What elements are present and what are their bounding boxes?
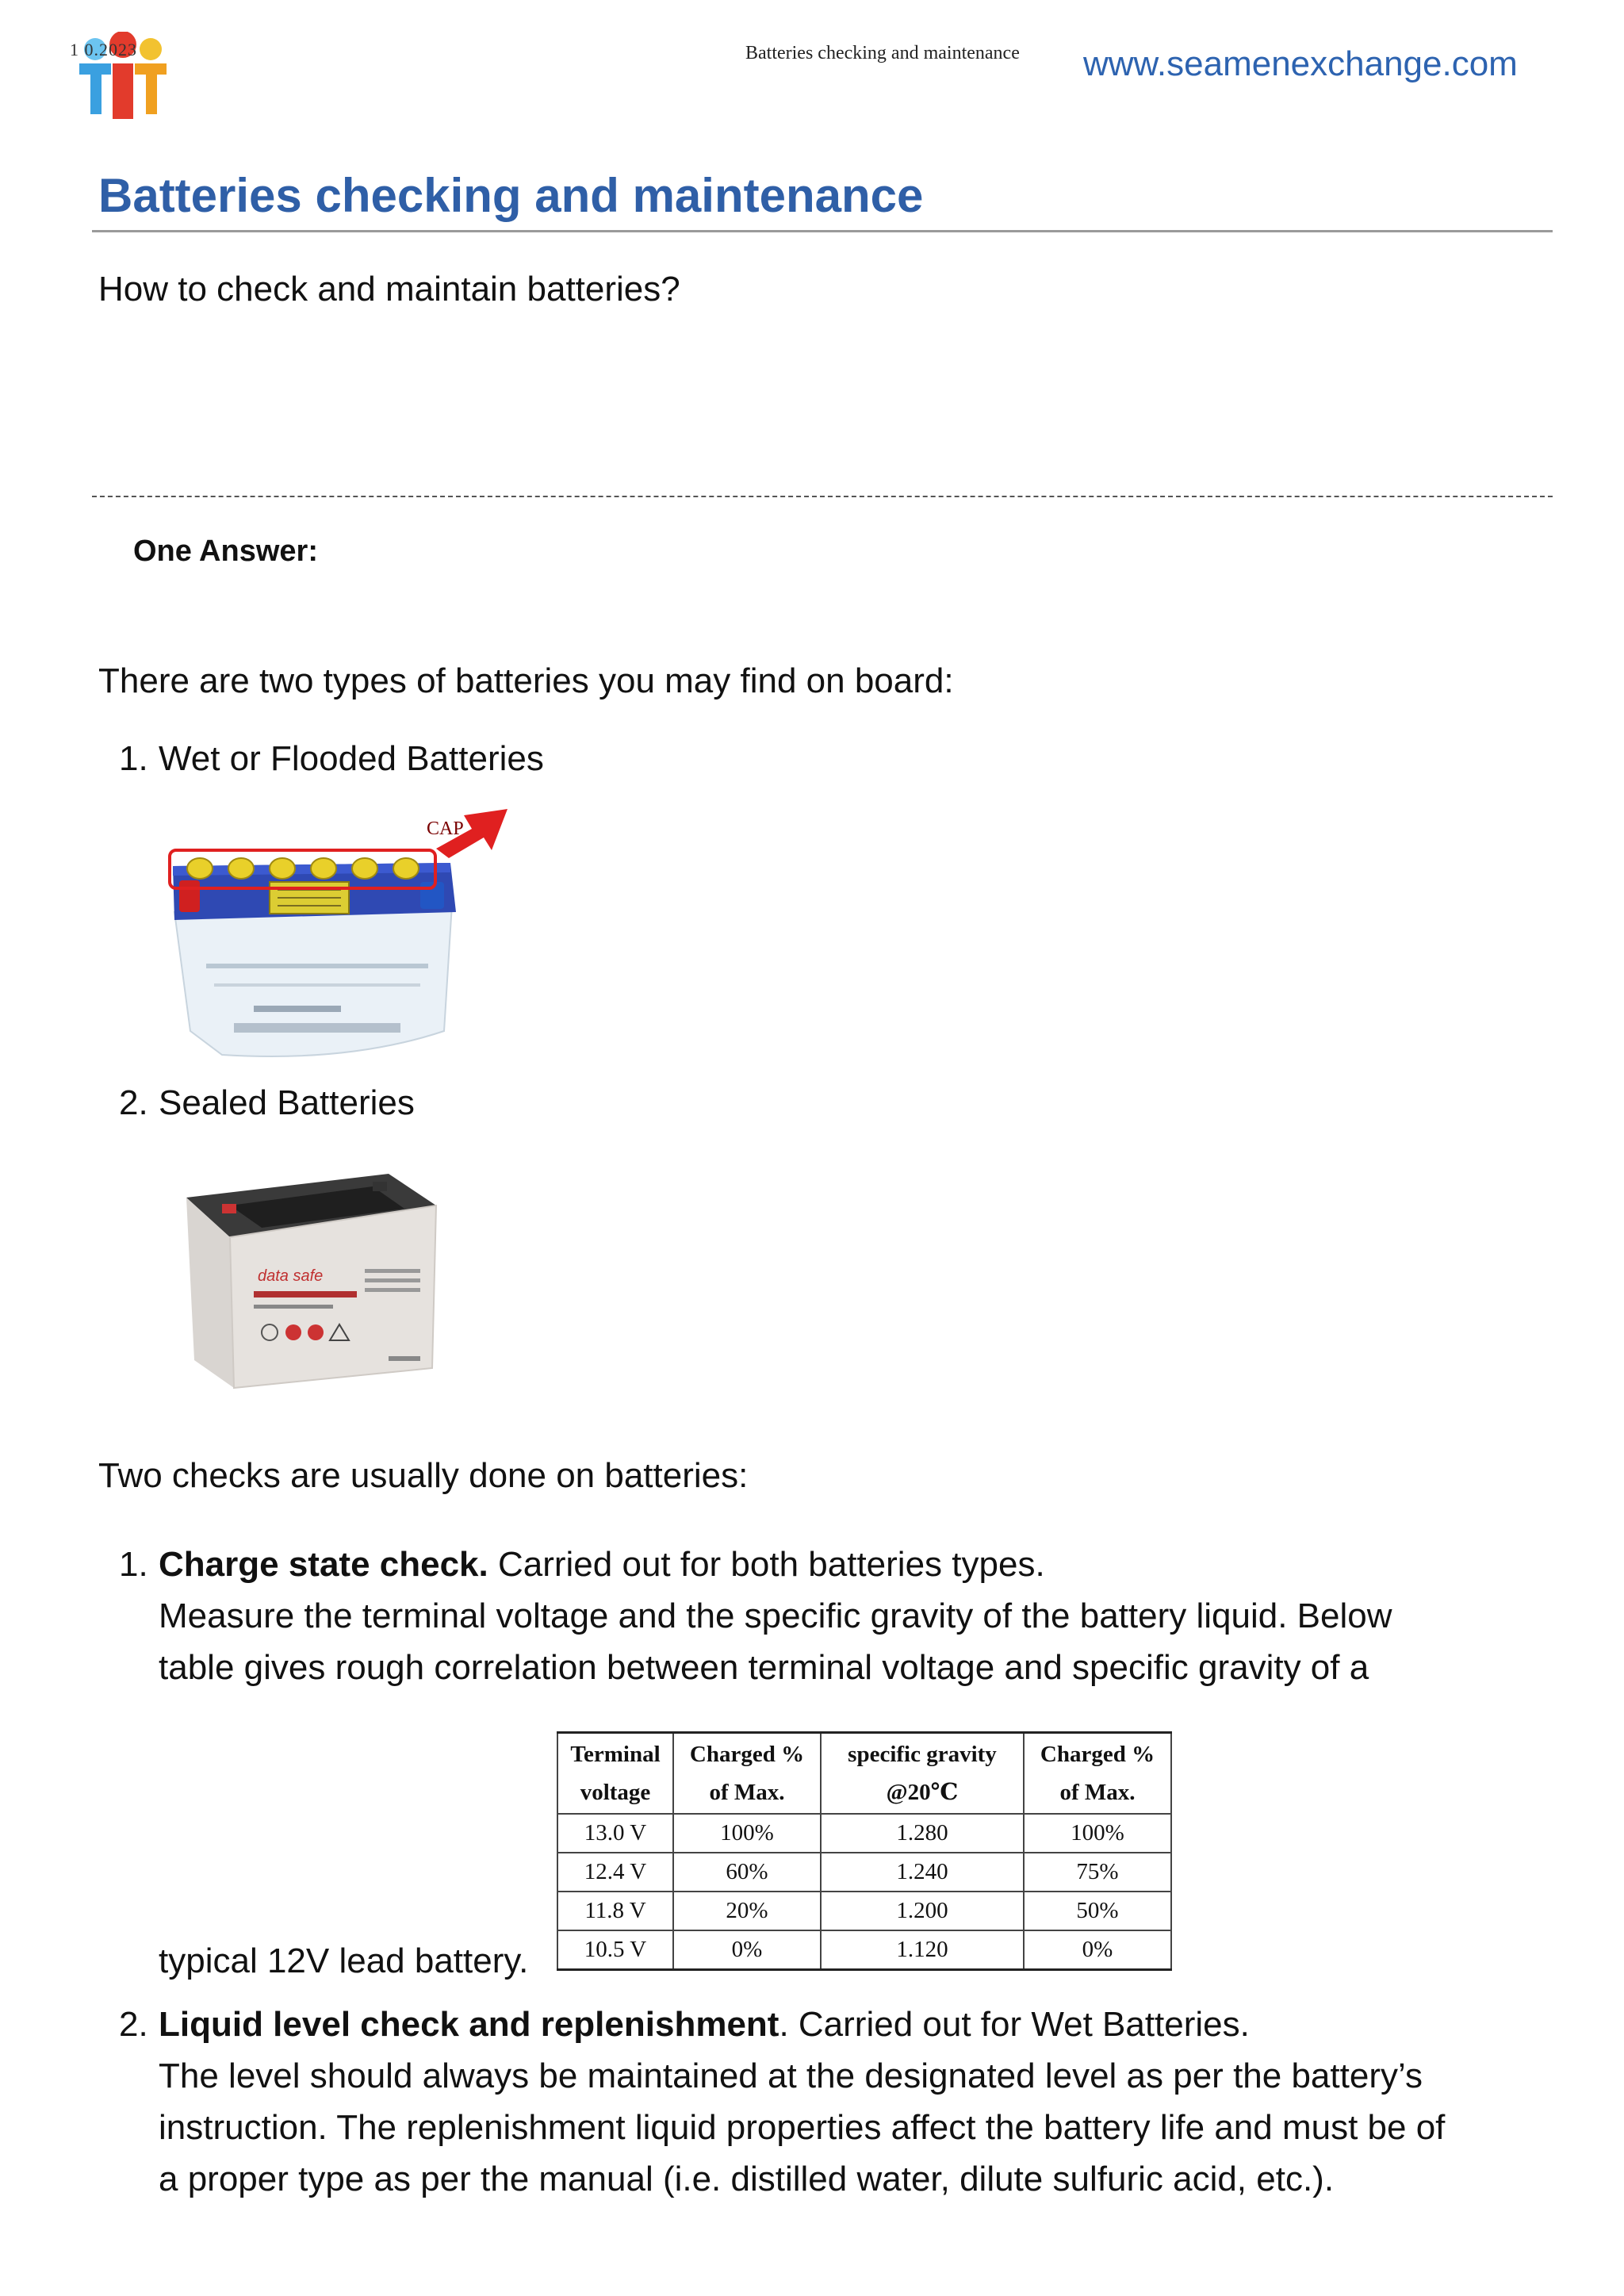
check-heading-line xyxy=(119,1539,1546,1590)
answer-label: One Answer: xyxy=(133,535,318,568)
table-cell: 100% xyxy=(673,1814,821,1853)
checks-intro-text: Two checks are usually done on batteries: xyxy=(98,1456,749,1495)
table-cell: 50% xyxy=(1024,1892,1171,1930)
intro-text: There are two types of batteries you may find on board: xyxy=(98,661,954,700)
sealed-brand-label: data safe xyxy=(258,1267,324,1285)
list-number: 1. xyxy=(119,739,148,778)
check-subtitle: Carried out for both batteries types. xyxy=(488,1545,1045,1584)
table-cell: 12.4 V xyxy=(557,1853,673,1892)
table-header-cell: Terminal voltage xyxy=(557,1733,673,1815)
table-row xyxy=(557,1814,1171,1853)
check-item-charge-state xyxy=(119,1539,1546,1693)
page-title: Batteries checking and maintenance xyxy=(98,169,924,222)
question-text: How to check and maintain batteries? xyxy=(98,270,680,309)
header-date: 1 0.2023 xyxy=(70,40,137,59)
check-body-line: instruction. The replenishment liquid properties affect the battery life and must be of xyxy=(159,2108,1446,2147)
table-cell: 100% xyxy=(1024,1814,1171,1853)
check-title: Charge state check. xyxy=(159,1545,488,1584)
voltage-gravity-table xyxy=(557,1731,1172,1971)
header-document-title: Batteries checking and maintenance xyxy=(745,43,1020,63)
table-header-row xyxy=(557,1733,1171,1815)
check-body-line: The level should always be maintained at the designated level as per the battery’s xyxy=(159,2056,1423,2095)
check-item-liquid-level xyxy=(119,1999,1546,2205)
wet-battery-image xyxy=(159,793,515,1071)
table-header-cell: specific gravity @20℃ xyxy=(821,1733,1024,1815)
list-number: 1. xyxy=(119,1545,148,1584)
title-divider xyxy=(92,230,1553,232)
list-item-label: Sealed Batteries xyxy=(159,1083,415,1122)
check-subtitle: . Carried out for Wet Batteries. xyxy=(779,2005,1250,2044)
table-cell: 1.120 xyxy=(821,1930,1024,1970)
table-cell: 0% xyxy=(1024,1930,1171,1970)
list-item-label: Wet or Flooded Batteries xyxy=(159,739,544,778)
check-heading-line xyxy=(119,1999,1546,2050)
check-body-line: table gives rough correlation between terminal voltage and specific gravity of a xyxy=(159,1648,1369,1687)
table-row xyxy=(557,1853,1171,1892)
answer-divider xyxy=(92,496,1553,497)
check-body-line: a proper type as per the manual (i.e. distilled water, dilute sulfuric acid, etc.). xyxy=(159,2160,1335,2198)
cap-label: CAP xyxy=(427,818,464,839)
sealed-battery-image xyxy=(174,1142,444,1404)
table-cell: 10.5 V xyxy=(557,1930,673,1970)
table-cell: 20% xyxy=(673,1892,821,1930)
battery-type-item-sealed xyxy=(119,1083,415,1123)
check-body-line: Measure the terminal voltage and the specific gravity of the battery liquid. Below xyxy=(159,1596,1392,1635)
battery-type-item-wet xyxy=(119,739,544,779)
check-body-line: typical 12V lead battery. xyxy=(159,1941,529,1980)
list-number: 2. xyxy=(119,1083,148,1122)
table-header-cell: Charged % of Max. xyxy=(1024,1733,1171,1815)
table-cell: 1.240 xyxy=(821,1853,1024,1892)
table-cell: 60% xyxy=(673,1853,821,1892)
table-cell: 1.200 xyxy=(821,1892,1024,1930)
list-number: 2. xyxy=(119,2005,148,2044)
table-cell: 0% xyxy=(673,1930,821,1970)
table-cell: 1.280 xyxy=(821,1814,1024,1853)
table-row xyxy=(557,1892,1171,1930)
table-cell: 11.8 V xyxy=(557,1892,673,1930)
table-row xyxy=(557,1930,1171,1970)
table-header-cell: Charged % of Max. xyxy=(673,1733,821,1815)
check-title: Liquid level check and replenishment xyxy=(159,2005,779,2044)
table-cell: 13.0 V xyxy=(557,1814,673,1853)
header-site-link[interactable]: www.seamenexchange.com xyxy=(1083,44,1518,83)
table-cell: 75% xyxy=(1024,1853,1171,1892)
